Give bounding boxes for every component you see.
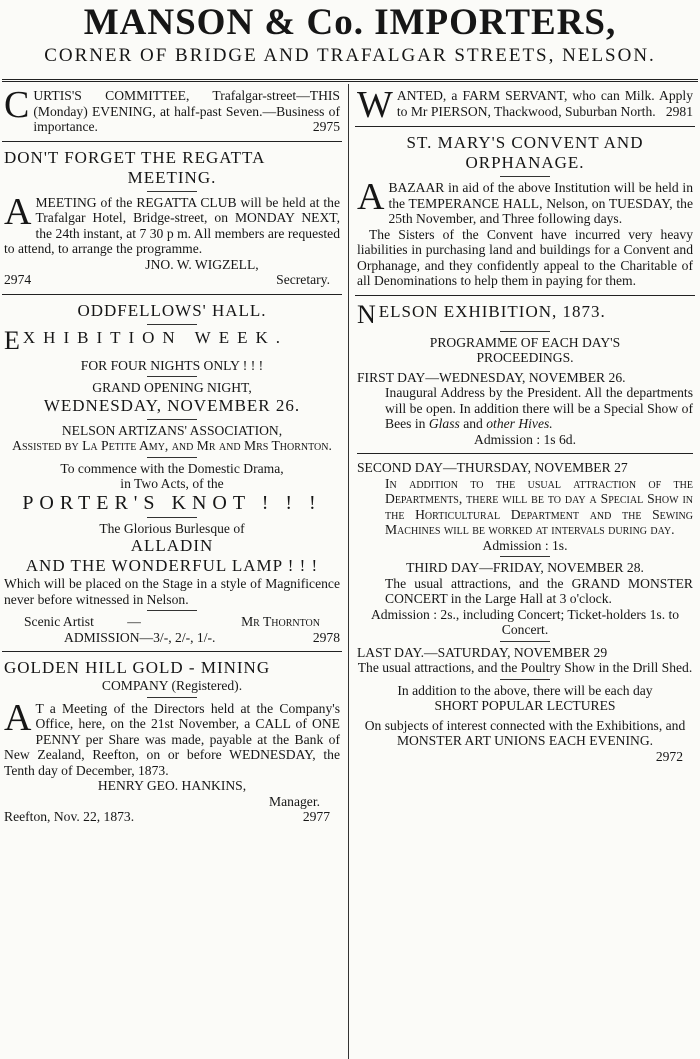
programme: PROGRAMME OF EACH DAY'S: [429, 334, 621, 350]
ad-number: 2975: [312, 119, 340, 134]
alladin: ALLADIN: [130, 536, 214, 555]
drop-cap: W: [357, 84, 393, 126]
ad-text: BAZAAR in aid of the above Institution will be held in the TEMPERANCE HALL, Nelson, on TUESDAY, the 25th November, and Three following days.: [388, 180, 693, 226]
admission-prices: ADMISSION—3/-, 2/-, 1/-.: [64, 629, 216, 645]
drop-cap: A: [4, 190, 32, 233]
ad-headline: COMPANY (Registered).: [101, 678, 243, 693]
separator: [2, 651, 342, 652]
short-rule: [147, 697, 197, 698]
drop-cap: A: [357, 176, 385, 218]
addition: In addition to the above, there will be each day: [397, 682, 653, 698]
day-admission: Admission : 1s.: [482, 537, 568, 553]
porters-knot: PORTER'S KNOT ! ! !: [22, 491, 322, 514]
day-admission: Admission : 1s 6d.: [474, 431, 576, 447]
day-text: In addition to the usual attraction of the Departments, there will be to day a Special Show in the Horticultural Department and the Sewing Machines will be worked at intervals during day.: [385, 475, 693, 537]
subjects: On subjects of interest connected with the Exhibitions, and: [364, 717, 686, 733]
ad-text: URTIS'S COMMITTEE, Trafalgar-street—THIS (Monday) EVENING, at half-past Seven.—Business of importance.: [33, 88, 340, 134]
day-heading: THIRD DAY—FRIDAY, NOVEMBER 28.: [406, 560, 644, 575]
short-rule: [147, 517, 197, 518]
ad-headline: MEETING.: [127, 167, 217, 187]
masthead-title: MANSON & Co. IMPORTERS,: [83, 2, 617, 43]
commence: To commence with the Domestic Drama,: [60, 460, 284, 476]
day-text-and: and: [463, 416, 483, 431]
day-text: The usual attractions, and the Poultry Show in the Drill Shed.: [357, 660, 693, 675]
right-column: [355, 84, 695, 764]
ad-role: Manager.: [269, 793, 320, 809]
ad-text: The Sisters of the Convent have incurred very heavy liabilities in purchasing land and buildings for a Convent and Orphanage, and they confidently appeal to the Charitable of all Denominations to help them in paying for them.: [357, 226, 693, 288]
day-heading: LAST DAY.—SATURDAY, NOVEMBER 29: [357, 644, 608, 660]
ad-curtis-committee: [2, 84, 342, 135]
programme: PROCEEDINGS.: [476, 350, 574, 365]
short-rule: [147, 376, 197, 377]
ad-number: 2977: [302, 809, 330, 824]
short-rule: [147, 610, 197, 611]
scenic-label: Scenic Artist: [24, 614, 94, 629]
short-rule: [500, 679, 550, 680]
short-rule: [147, 324, 197, 325]
wonderful-lamp: AND THE WONDERFUL LAMP ! ! !: [25, 556, 319, 575]
commence: in Two Acts, of the: [120, 476, 224, 491]
exhibition-title: ELSON EXHIBITION, 1873.: [378, 301, 606, 321]
ad-number: 2981: [665, 103, 693, 119]
short-rule: [500, 556, 550, 557]
masthead-subtitle: CORNER OF BRIDGE AND TRAFALGAR STREETS, NELSON.: [44, 45, 656, 66]
scenic-dash: —: [127, 614, 141, 629]
drop-cap: A: [4, 696, 32, 739]
ad-headline: ST. MARY'S CONVENT AND: [406, 133, 644, 152]
drop-cap: N: [357, 301, 376, 328]
ad-place-date: Reefton, Nov. 22, 1873.: [4, 809, 135, 824]
ad-text: ANTED, a FARM SERVANT, who can Milk. Apply to Mr PIERSON, Thackwood, Suburban North.: [396, 88, 693, 119]
scenic-artist: Mr Thornton: [241, 614, 320, 629]
ad-text: MEETING of the REGATTA CLUB will be held at the Trafalgar Hotel, Bridge-street, on MONDAY NEXT, the 24th instant, at 7 30 p m. All members are requested to attend, to arrange the programme.: [4, 194, 340, 256]
ad-golden-hill: [2, 658, 342, 825]
short-rule: [500, 641, 550, 642]
masthead: [0, 0, 700, 78]
ad-oddfellows: [2, 301, 342, 646]
separator: [2, 294, 342, 295]
separator: [2, 141, 342, 142]
separator: [355, 295, 695, 296]
left-column: [2, 84, 342, 825]
day-text-part: Inaugural Address by the President. All the departments will be open. In addition there will be a Special Show of Bees in: [385, 385, 693, 431]
ad-wanted: [355, 84, 695, 126]
short-rule: [147, 419, 197, 420]
ad-text: Which will be placed on the Stage in a style of Magnificence never before witnessed in Nelson.: [4, 576, 340, 607]
drop-cap: E: [4, 327, 20, 354]
ad-regatta: [2, 148, 342, 288]
ad-headline: ORPHANAGE.: [465, 153, 585, 172]
column-divider: [348, 84, 349, 1059]
art-unions: MONSTER ART UNIONS EACH EVENING.: [396, 733, 654, 748]
masthead-rule: [2, 79, 698, 82]
ad-headline: ODDFELLOWS' HALL.: [77, 300, 267, 320]
short-rule: [147, 191, 197, 192]
separator: [357, 453, 693, 454]
ad-exhibition: [355, 302, 695, 765]
day-heading: SECOND DAY—THURSDAY, NOVEMBER 27: [357, 460, 628, 475]
ad-signer: JNO. W. WIGZELL,: [145, 256, 259, 272]
association: NELSON ARTIZANS' ASSOCIATION,: [61, 422, 283, 438]
exhibition-week: XHIBITION WEEK.: [22, 327, 288, 347]
ad-headline: GOLDEN HILL GOLD - MINING: [4, 658, 271, 677]
ad-signer: HENRY GEO. HANKINS,: [97, 778, 247, 793]
day-text: The usual attractions, and the GRAND MONSTER CONCERT in the Large Hall at 3 o'clock.: [385, 575, 693, 606]
assisted-by: Assisted by La Petite Amy, and Mr and Mrs Thornton.: [12, 438, 332, 453]
day-text-italic: Glass: [428, 416, 460, 431]
burlesque: The Glorious Burlesque of: [99, 520, 245, 536]
short-rule: [500, 176, 550, 177]
ad-text: T a Meeting of the Directors held at the Company's Office, here, on the 21st November, a CALL of ONE PENNY per Share was made, payable at the Bank of New Zealand, Reefton, on or before WEDNESDAY, the Tenth day of December, 1873.: [4, 700, 340, 778]
ad-headline: DON'T FORGET THE REGATTA: [4, 147, 266, 167]
opening-date: WEDNESDAY, NOVEMBER 26.: [43, 395, 301, 415]
day-text: [357, 385, 693, 432]
grand-opening: GRAND OPENING NIGHT,: [92, 380, 252, 395]
day-text-italic: other Hives.: [486, 416, 553, 431]
short-rule: [500, 331, 550, 332]
ad-number: 2972: [655, 748, 683, 764]
lectures: SHORT POPULAR LECTURES: [434, 698, 616, 713]
day-heading: FIRST DAY—WEDNESDAY, NOVEMBER 26.: [357, 369, 626, 385]
ad-convent: [355, 133, 695, 289]
ad-number: 2978: [312, 629, 340, 645]
separator: [355, 126, 695, 127]
ad-number: 2974: [4, 272, 32, 287]
drop-cap: C: [4, 84, 30, 126]
day-admission: Admission : 2s., including Concert; Ticket-holders 1s. to Concert.: [370, 606, 680, 637]
ad-role: Secretary.: [276, 272, 330, 287]
short-rule: [147, 457, 197, 458]
four-nights: FOR FOUR NIGHTS ONLY ! ! !: [80, 357, 264, 373]
